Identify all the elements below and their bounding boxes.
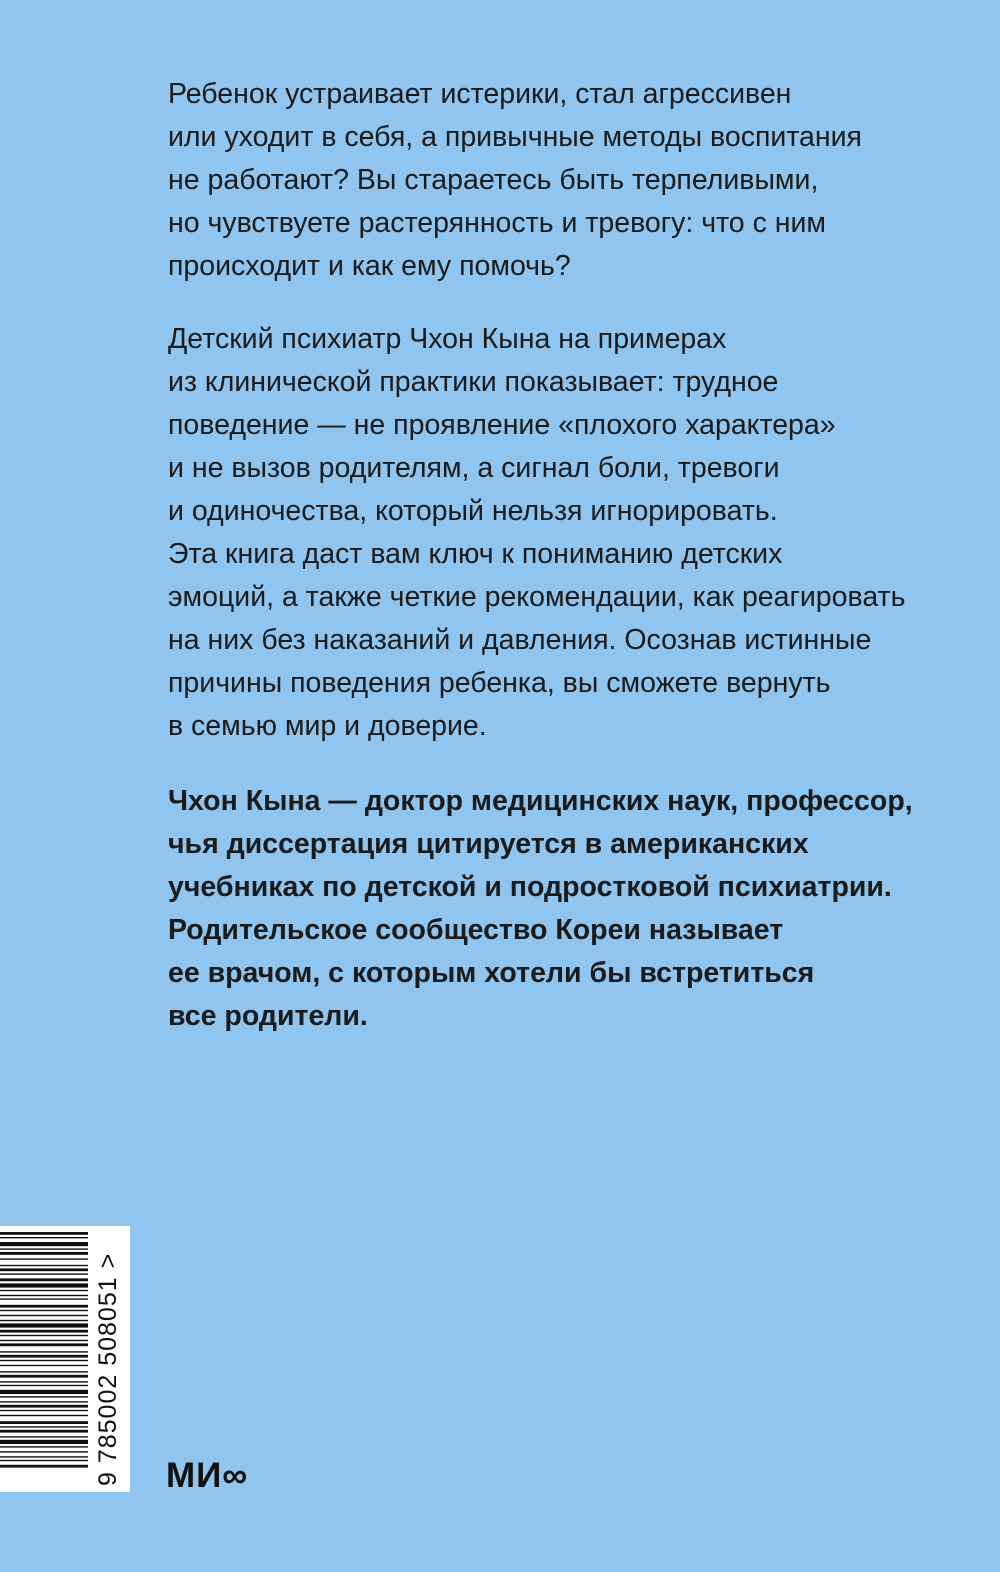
barcode-bar: [0, 1258, 88, 1259]
barcode-bar: [0, 1278, 88, 1281]
barcode-bar: [0, 1232, 88, 1235]
barcode-bar: [0, 1310, 88, 1311]
text-line: эмоций, а также четкие рекомендации, как реагировать: [168, 581, 906, 613]
barcode-bar: [0, 1355, 88, 1358]
text-line: не работают? Вы стараетесь быть терпеливыми,: [168, 164, 819, 196]
description-paragraph-1: [168, 73, 908, 288]
barcode-bar: [0, 1410, 88, 1411]
barcode-bar: [0, 1465, 88, 1468]
isbn-number: 9 785002 508051 >: [94, 1252, 122, 1486]
barcode-bar: [0, 1290, 88, 1291]
barcode-bar: [0, 1421, 88, 1424]
text-line: и одиночества, который нельзя игнорировать.: [168, 495, 778, 527]
barcode-bar: [0, 1283, 88, 1287]
text-line: поведение — не проявление «плохого характера»: [168, 409, 836, 441]
barcode-bar: [0, 1351, 88, 1352]
barcode-bar: [0, 1330, 88, 1333]
barcode-bar: [0, 1360, 88, 1361]
description-paragraph-2: [168, 318, 908, 748]
author-bio: [168, 780, 913, 1038]
barcode-bar: [0, 1385, 88, 1386]
text-line: причины поведения ребенка, вы сможете вернуть: [168, 667, 831, 699]
text-line: чья диссертация цитируется в американских: [168, 828, 809, 860]
barcode-bar: [0, 1371, 88, 1372]
barcode-bar: [0, 1315, 88, 1316]
barcode-bar: [0, 1440, 88, 1444]
text-line: на них без наказаний и давления. Осознав истинные: [168, 624, 872, 656]
barcode-bar: [0, 1396, 88, 1397]
barcode-bar: [0, 1268, 88, 1271]
barcode-bar: [0, 1320, 88, 1321]
barcode: [0, 1226, 130, 1492]
barcode-bar: [0, 1248, 88, 1249]
barcode-bar: [0, 1295, 88, 1296]
barcode-bar: [0, 1343, 88, 1346]
barcode-bar: [0, 1430, 88, 1433]
barcode-bar: [0, 1401, 88, 1402]
barcode-bar: [0, 1335, 88, 1336]
text-line: но чувствуете растерянность и тревогу: что с ним: [168, 207, 826, 239]
text-line: и не вызов родителям, а сигнал боли, тревоги: [168, 452, 780, 484]
barcode-bar: [0, 1375, 88, 1378]
text-line: Детский психиатр Чхон Кына на примерах: [168, 323, 727, 355]
barcode-bar: [0, 1340, 88, 1341]
barcode-bar: [0, 1265, 88, 1266]
barcode-bar: [0, 1252, 88, 1255]
barcode-bar: [0, 1381, 88, 1382]
barcode-bar: [0, 1365, 88, 1366]
barcode-bar: [0, 1273, 88, 1274]
barcode-bar: [0, 1436, 88, 1437]
barcode-bar: [0, 1305, 88, 1308]
barcode-bar: [0, 1237, 88, 1238]
text-line: или уходит в себя, а привычные методы воспитания: [168, 121, 862, 153]
text-line: Ребенок устраивает истерики, стал агрессивен: [168, 78, 792, 110]
barcode-bar: [0, 1405, 88, 1408]
barcode-bar: [0, 1446, 88, 1447]
text-line: Эта книга даст вам ключ к пониманию детских: [168, 538, 783, 570]
barcode-bar: [0, 1460, 88, 1461]
text-line: ее врачом, с которым хотели бы встретиться: [168, 957, 815, 989]
text-line: из клинической практики показывает: трудное: [168, 366, 779, 398]
barcode-bar: [0, 1456, 88, 1457]
barcode-bar: [0, 1415, 88, 1416]
text-line: все родители.: [168, 1000, 368, 1032]
barcode-bar: [0, 1242, 88, 1246]
text-line: в семью мир и доверие.: [168, 710, 487, 742]
barcode-bar: [0, 1390, 88, 1394]
barcode-bar: [0, 1451, 88, 1452]
barcode-bar: [0, 1298, 88, 1299]
text-line: Чхон Кына — доктор медицинских наук, профессор,: [168, 785, 913, 817]
text-line: учебниках по детской и подростковой психиатрии.: [168, 871, 892, 903]
barcode-bar: [0, 1426, 88, 1427]
publisher-logo: МИ∞: [166, 1456, 249, 1495]
barcode-bar: [0, 1323, 88, 1327]
text-line: происходит и как ему помочь?: [168, 250, 571, 282]
text-line: Родительское сообщество Кореи называет: [168, 914, 784, 946]
